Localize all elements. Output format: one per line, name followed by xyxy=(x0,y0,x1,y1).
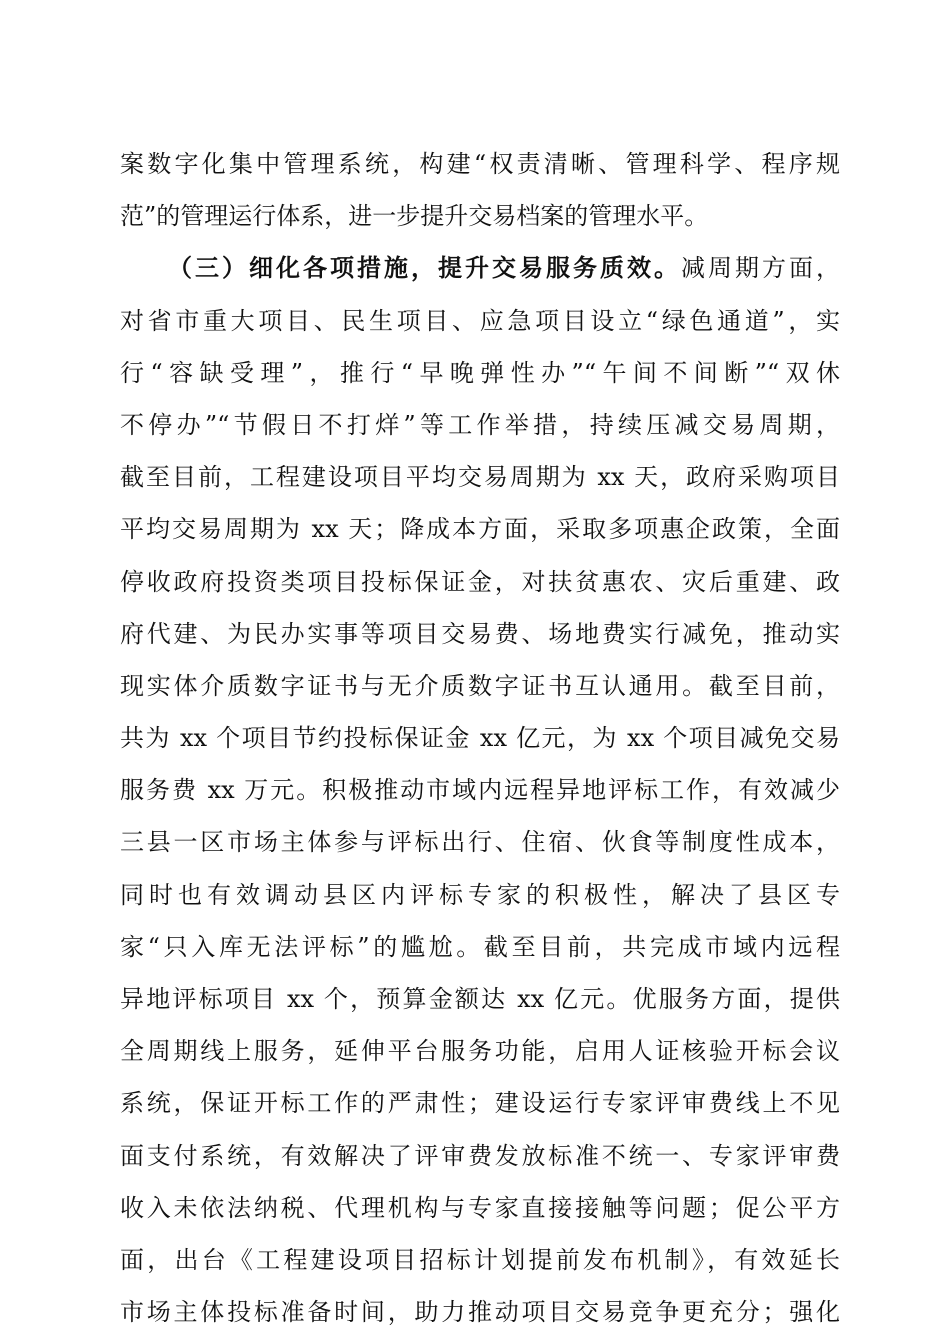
text-line: 范”的管理运行体系，进一步提升交易档案的管理水平。 xyxy=(120,202,709,231)
section-heading-line xyxy=(120,246,840,298)
text-line: 同时也有效调动县区内评标专家的积极性，解决了县区专 xyxy=(120,880,840,909)
text-line: 截至目前，工程建设项目平均交易周期为 xx 天，政府采购项目 xyxy=(120,463,840,492)
text-line: 全周期线上服务，延伸平台服务功能，启用人证核验开标会议 xyxy=(120,1037,840,1066)
text-line: 面支付系统，有效解决了评审费发放标准不统一、专家评审费 xyxy=(120,1141,840,1170)
text-line: 收入未依法纳税、代理机构与专家直接接触等问题；促公平方 xyxy=(120,1193,840,1222)
text-line: 案数字化集中管理系统，构建“权责清晰、管理科学、程序规 xyxy=(120,150,840,178)
text-line: 面，出台《工程建设项目招标计划提前发布机制》，有效延长 xyxy=(120,1245,840,1274)
text-line: 家“只入库无法评标”的尴尬。截至目前，共完成市域内远程 xyxy=(120,932,840,961)
section-heading: （三）细化各项措施，提升交易服务质效。 xyxy=(168,253,681,283)
text-run: 减周期方面， xyxy=(681,254,840,283)
text-line: 市场主体投标准备时间，助力推动项目交易竞争更充分；强化 xyxy=(120,1298,840,1327)
text-line: 异地评标项目 xx 个，预算金额达 xx 亿元。优服务方面，提供 xyxy=(120,985,840,1013)
text-line: 平均交易周期为 xx 天；降成本方面，采取多项惠企政策，全面 xyxy=(120,515,840,544)
text-line: 府代建、为民办实事等项目交易费、场地费实行减免，推动实 xyxy=(120,619,840,648)
text-line: 停收政府投资类项目投标保证金，对扶贫惠农、灾后重建、政 xyxy=(120,567,840,596)
text-line: 现实体介质数字证书与无介质数字证书互认通用。截至目前， xyxy=(120,671,840,700)
text-line: 行“容缺受理”，推行“早晚弹性办”“午间不间断”“双休 xyxy=(120,358,840,387)
document-body xyxy=(120,142,840,1342)
text-line: 共为 xx 个项目节约投标保证金 xx 亿元，为 xx 个项目减免交易 xyxy=(120,724,840,753)
text-line: 三县一区市场主体参与评标出行、住宿、伙食等制度性成本， xyxy=(120,828,840,857)
text-line: 对省市重大项目、民生项目、应急项目设立“绿色通道”，实 xyxy=(120,306,840,335)
text-line: 服务费 xx 万元。积极推动市域内远程异地评标工作，有效减少 xyxy=(120,776,840,805)
text-line: 系统，保证开标工作的严肃性；建设运行专家评审费线上不见 xyxy=(120,1089,840,1118)
text-line: 不停办”“节假日不打烊”等工作举措，持续压减交易周期， xyxy=(120,410,840,439)
